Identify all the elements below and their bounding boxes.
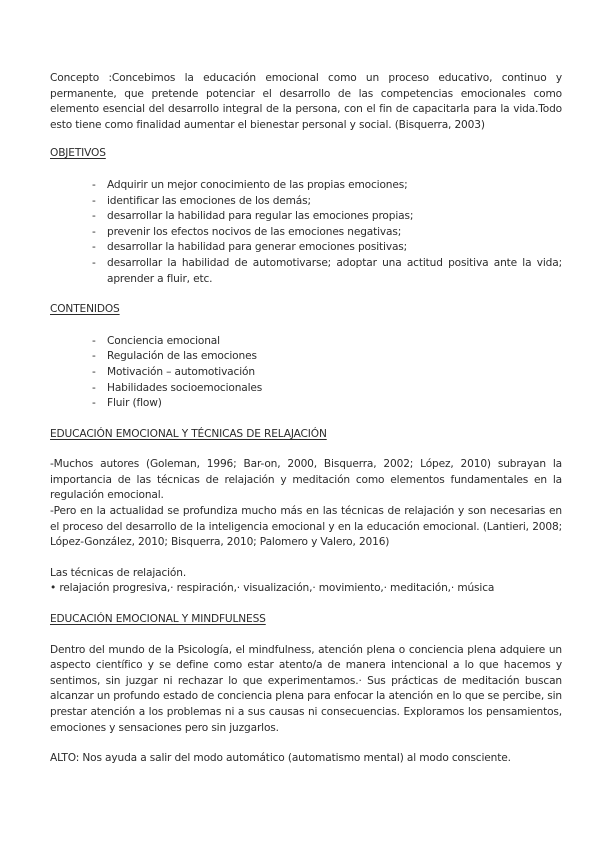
list-item: - desarrollar la habilidad de automotivarse; adoptar una actitud positiva ante la vida; aprender a fluir, etc. — [92, 256, 562, 287]
list-item: - Adquirir un mejor conocimiento de las propias emociones; — [92, 178, 562, 194]
alto-paragraph: ALTO: Nos ayuda a salir del modo automático (automatismo mental) al modo consciente. — [50, 752, 511, 765]
list-item: - desarrollar la habilidad para regular las emociones propias; — [92, 209, 562, 225]
contenidos-list — [50, 334, 562, 412]
list-item: - Regulación de las emociones — [92, 349, 562, 365]
objetivos-list — [50, 178, 562, 287]
relajacion-heading: EDUCACIÓN EMOCIONAL Y TÉCNICAS DE RELAJACIÓN — [50, 427, 327, 440]
concepto-paragraph: Concepto :Concebimos la educación emocional como un proceso educativo, continuo y permanente, que pretende potenciar el desarrollo de las competencias emocionales como elemento esencial del desarrollo integral de la persona, con el fin de capacitarla para la vida.Todo esto tiene como finalidad aumentar el bienestar personal y social. (Bisquerra, 2003) — [50, 72, 562, 131]
list-item: - Motivación – automotivación — [92, 365, 562, 381]
tecnicas-list: • relajación progresiva,· respiración,· visualización,· movimiento,· meditación,· música — [50, 582, 495, 595]
list-item: - prevenir los efectos nocivos de las emociones negativas; — [92, 225, 562, 241]
relajacion-paragraph-1: -Muchos autores (Goleman, 1996; Bar-on, 2000, Bisquerra, 2002; López, 2010) subrayan la importancia de las técnicas de relajación y meditación como elementos fundamentales en la regulación emocional. — [50, 458, 562, 502]
list-item: - desarrollar la habilidad para generar emociones positivas; — [92, 240, 562, 256]
mindfulness-heading: EDUCACIÓN EMOCIONAL Y MINDFULNESS — [50, 613, 266, 626]
mindfulness-paragraph: Dentro del mundo de la Psicología, el mindfulness, atención plena o conciencia plena adquiere un aspecto científico y se define como estar atento/a de manera intencional a lo que hacemos y sentimos, sin juzgar ni rechazar lo que experimentamos.· Sus prácticas de meditación buscan alcanzar un profundo estado de conciencia plena para enfocar la atención en lo que se percibe, sin prestar atención a los problemas ni a sus causas ni consecuencias. Exploramos los pensamientos, emociones y sensaciones pero sin juzgarlos. — [50, 643, 562, 734]
tecnicas-title: Las técnicas de relajación. — [50, 566, 187, 579]
list-item: - identificar las emociones de los demás; — [92, 194, 562, 210]
list-item: - Habilidades socioemocionales — [92, 381, 562, 397]
objetivos-heading: OBJETIVOS — [50, 147, 106, 160]
contenidos-heading: CONTENIDOS — [50, 303, 120, 316]
relajacion-paragraph-2: -Pero en la actualidad se profundiza mucho más en las técnicas de relajación y son necesarias en el proceso del desarrollo de la inteligencia emocional y en la educación emocional. (Lantieri, 2008; López-González, 2010; Bisquerra, 2010; Palomero y Valero, 2016) — [50, 505, 562, 549]
list-item: - Fluir (flow) — [92, 396, 562, 412]
list-item: - Conciencia emocional — [92, 334, 562, 350]
